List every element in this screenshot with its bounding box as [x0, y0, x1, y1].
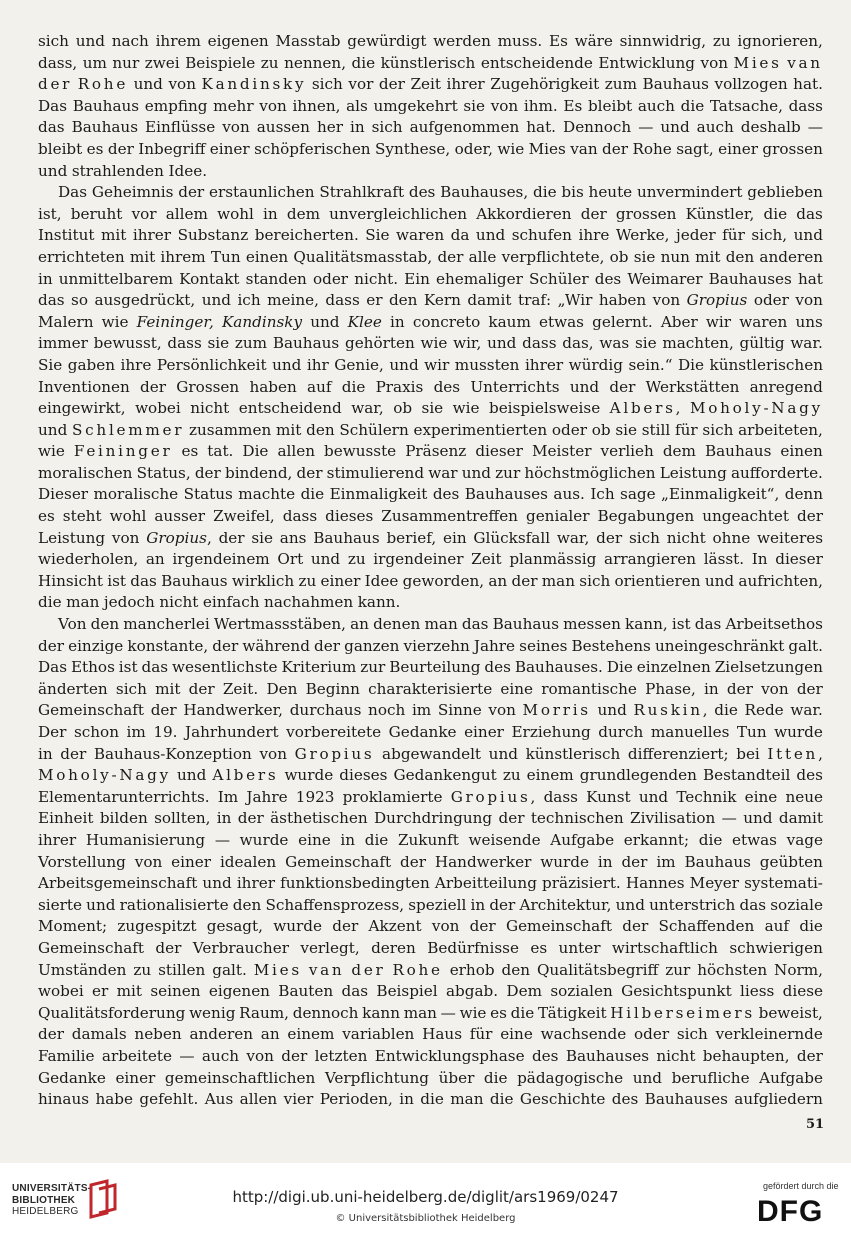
footer-bar [0, 1163, 851, 1235]
text-line: Familie arbeitete — auch von der letzten Entwicklungsphase des Bauhauses nicht behaupten, der [38, 1046, 823, 1065]
body-text [38, 31, 823, 1111]
sponsor-note: gefördert durch die [763, 1181, 839, 1191]
text-line: errichteten mit ihrem Tun einen Qualitätsmasstab, der alle verpflichtete, ob sie nun mit den anderen [38, 247, 823, 266]
text-line: Malern wie Feininger, Kandinsky und Klee in concreto kaum etwas gelernt. Aber wir waren uns [38, 312, 823, 331]
text-line: sierte und rationalisierte den Schaffensprozess, speziell in der Architektur, und unterstrich das soziale [38, 895, 823, 914]
text-line: dass, um nur zwei Beispiele zu nennen, die künstlerisch entscheidende Entwicklung von Mies van [38, 53, 823, 72]
library-name-line-3: HEIDELBERG [12, 1206, 79, 1217]
text-line: Von den mancherlei Wertmassstäben, an denen man das Bauhaus messen kann, ist das Arbeitsethos [58, 615, 823, 634]
text-line: Das Ethos ist das wesentlichste Kriterium zur Beurteilung des Bauhauses. Die einzelnen Zielsetzungen [38, 658, 823, 677]
text-line: und Schlemmer zusammen mit den Schülern experimentierten oder ob sie still für sich arbeiteten, [38, 420, 823, 439]
text-line: Umständen zu stillen galt. Mies van der Rohe erhob den Qualitätsbegriff zur höchsten Norm, [38, 960, 823, 979]
text-line: Inventionen der Grossen haben auf die Praxis des Unterrichts und der Werkstätten anregend [38, 377, 823, 396]
text-line: Arbeitsgemeinschaft und ihrer funktionsbedingten Arbeitteilung präzisiert. Hannes Meyer systemati- [38, 874, 823, 893]
text-line: Moment; zugespitzt gesagt, wurde der Akzent von der Gemeinschaft der Schaffenden auf die [38, 917, 823, 936]
text-line: wobei er mit seinen eigenen Bauten das Beispiel abgab. Dem sozialen Gesichtspunkt liess diese [38, 982, 823, 1001]
text-line: Das Bauhaus empfing mehr von ihnen, als umgekehrt sie von ihm. Es bleibt auch die Tatsache, dass [38, 96, 823, 115]
text-line: in der Bauhaus-Konzeption von Gropius abgewandelt und künstlerisch differenziert; bei Itten, [38, 744, 823, 763]
text-line: der einzige konstante, der während der ganzen vierzehn Jahre seines Bestehens uneingeschränkt galt. [38, 636, 823, 655]
text-line: moralischen Status, der bindend, der stimulierend war und zur höchstmöglichen Leistung aufforderte. [38, 463, 823, 482]
text-line: wiederholen, an irgendeinem Ort und zu irgendeiner Zeit planmässig arrangieren lässt. In dieser [38, 550, 823, 569]
text-line: Einheit bilden sollten, in der ästhetischen Durchdringung der technischen Zivilisation — und damit [38, 809, 823, 828]
text-line: Vorstellung von einer idealen Gemeinschaft der Handwerker wurde in der im Bauhaus geübten [38, 852, 823, 871]
text-line: der damals neben anderen an einem variablen Haus für eine wachsende oder sich verkleinernde [38, 1025, 823, 1044]
text-line: Leistung von Gropius, der sie ans Bauhaus berief, ein Glücksfall war, der sich nicht ohne weiteres [38, 528, 823, 547]
text-line: ihrer Humanisierung — wurde eine in die Zukunft weisende Aufgabe erkannt; die etwas vage [38, 830, 823, 849]
permalink-url[interactable]: http://digi.ub.uni-heidelberg.de/diglit/ars1969/0247 [232, 1188, 619, 1206]
text-line: Hinsicht ist das Bauhaus wirklich zu einer Idee geworden, an der man sich orientieren und aufrichten, [38, 571, 823, 590]
library-name-line-1: UNIVERSITÄTS- [12, 1183, 92, 1194]
text-line: Dieser moralische Status machte die Einmaligkeit des Bauhauses aus. Ich sage „Einmaligkeit“, denn [38, 485, 823, 504]
text-line: eingewirkt, wobei nicht entscheidend war, ob sie wie beispielsweise Albers, Moholy-Nagy [38, 399, 823, 418]
text-line: der Rohe und von Kandinsky sich vor der Zeit ihrer Zugehörigkeit zum Bauhaus vollzogen hat. [38, 75, 823, 94]
text-line: das Bauhaus Einflüsse von aussen her in sich aufgenommen hat. Dennoch — und auch deshalb — [38, 118, 823, 137]
copyright-notice: © Universitätsbibliothek Heidelberg [335, 1213, 516, 1224]
text-line: sich und nach ihrem eigenen Masstab gewürdigt werden muss. Es wäre sinnwidrig, zu ignorieren, [38, 32, 823, 50]
text-line: das so ausgedrückt, und ich meine, dass er den Kern damit traf: „Wir haben von Gropius oder von [38, 291, 823, 310]
text-line: Das Geheimnis der erstaunlichen Strahlkraft des Bauhauses, die bis heute unvermindert geblieben [58, 183, 823, 202]
text-line: in unmittelbarem Kontakt standen oder nicht. Ein ehemaliger Schüler des Weimarer Bauhauses hat [38, 269, 823, 288]
text-line: Der schon im 19. Jahrhundert vorbereitete Gedanke einer Erziehung durch manuelles Tun wurde [38, 723, 823, 741]
text-line: änderten sich mit der Zeit. Den Beginn charakterisierte eine romantische Phase, in der von der [38, 679, 823, 698]
page-number: 51 [806, 1117, 825, 1132]
text-line: es steht wohl ausser Zweifel, dass dieses Zusammentreffen genialer Begabungen ungeachtet der [38, 507, 823, 526]
text-line: bleibt es der Inbegriff einer schöpferischen Synthese, oder, wie Mies van der Rohe sagt, einer grossen [38, 139, 823, 158]
library-name-line-2: BIBLIOTHEK [12, 1194, 76, 1206]
text-line: Elementarunterrichts. Im Jahre 1923 proklamierte Gropius, dass Kunst und Technik eine neue [38, 787, 823, 806]
text-line: Qualitätsforderung wenig Raum, dennoch kann man — wie es die Tätigkeit Hilberseimers beweist, [38, 1003, 823, 1022]
text-line: Institut mit ihrer Substanz bereicherten. Sie waren da und schufen ihre Werke, jeder für sich, und [38, 226, 823, 245]
text-line: Gedanke einer gemeinschaftlichen Verpflichtung über die pädagogische und berufliche Aufgabe [38, 1068, 823, 1087]
text-line: ist, beruht vor allem wohl in dem unvergleichlichen Akkordieren der grossen Künstler, die das [38, 204, 823, 223]
text-line: Gemeinschaft der Handwerker, durchaus noch im Sinne von Morris und Ruskin, die Rede war. [38, 701, 823, 720]
dfg-logo: DFG [757, 1195, 824, 1228]
text-line: hinaus habe gefehlt. Aus allen vier Perioden, in die man die Geschichte des Bauhauses aufgliedern [38, 1090, 823, 1109]
text-line: Sie gaben ihre Persönlichkeit und ihr Genie, und wir mussten ihrer würdig sein.“ Die künstlerischen [38, 355, 823, 374]
text-line: immer bewusst, dass sie zum Bauhaus gehörten wie wir, und dass das, was sie machten, gültig war. [38, 334, 823, 353]
text-line: Gemeinschaft der Verbraucher verlegt, deren Bedürfnisse es unter wirtschaftlich schwierigen [38, 938, 823, 957]
text-line: die man jedoch nicht einfach nachahmen kann. [38, 593, 401, 612]
text-line: wie Feininger es tat. Die allen bewusste Präsenz dieser Meister verlieh dem Bauhaus einen [38, 442, 823, 461]
text-line: und strahlenden Idee. [38, 161, 208, 180]
text-line: Moholy-Nagy und Albers wurde dieses Gedankengut zu einem grundlegenden Bestandteil des [38, 766, 823, 785]
